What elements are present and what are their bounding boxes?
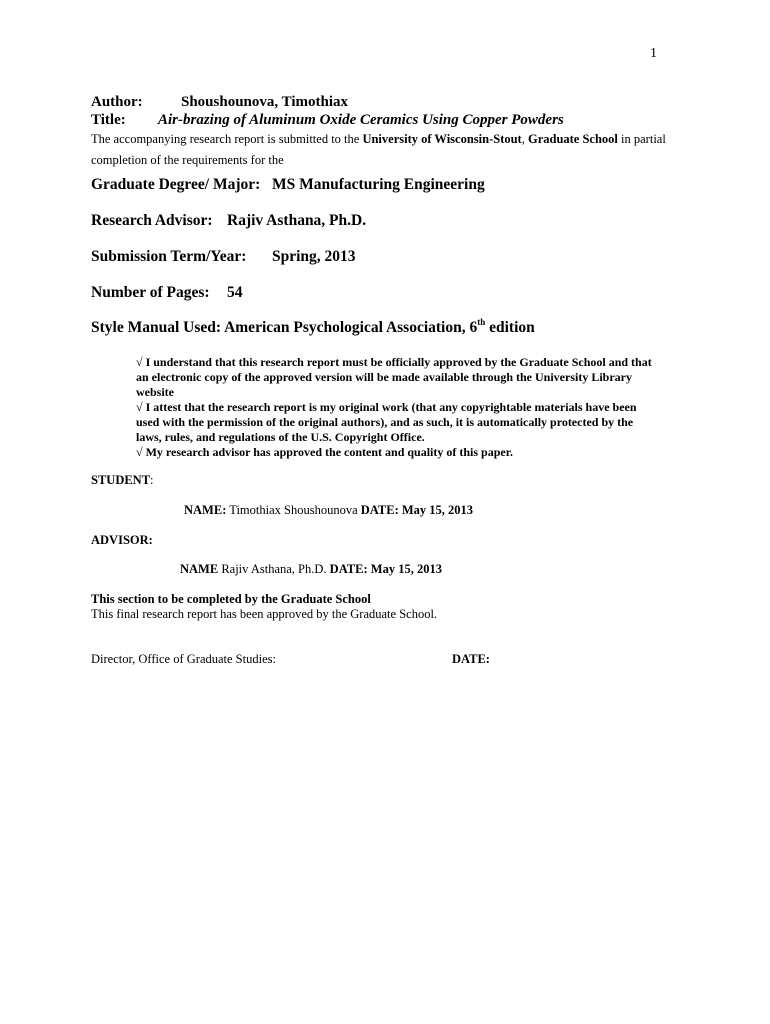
- pages-value: 54: [227, 284, 243, 301]
- page-number: 1: [650, 46, 657, 61]
- submission-text: The accompanying research report is submitted to the: [91, 132, 363, 146]
- certification-1-line3: website: [136, 385, 174, 399]
- style-manual-value: American Psychological Association, 6: [224, 319, 478, 336]
- graduate-section-text: This final research report has been approved by the Graduate School.: [91, 607, 438, 621]
- title-value: Air-brazing of Aluminum Oxide Ceramics Using Copper Powders: [158, 112, 564, 128]
- university-name: University of Wisconsin-Stout: [362, 132, 522, 146]
- submission-statement: [91, 132, 666, 147]
- certification-2-line1: √ I attest that the research report is my original work (that any copyrightable materials have been: [136, 400, 637, 414]
- degree-label: Graduate Degree/ Major:: [91, 176, 261, 193]
- student-name-label: NAME:: [184, 503, 227, 517]
- degree-value: MS Manufacturing Engineering: [272, 176, 485, 193]
- student-heading: [91, 473, 154, 488]
- advisor-value: Rajiv Asthana, Ph.D.: [227, 212, 367, 229]
- certification-1-line2: an electronic copy of the approved version will be made available through the University Library: [136, 370, 632, 384]
- advisor-name-label: NAME: [180, 562, 219, 576]
- style-manual-label: Style Manual Used:: [91, 319, 222, 336]
- advisor-date: May 15, 2013: [367, 562, 442, 576]
- school-name: Graduate School: [527, 132, 618, 146]
- advisor-date-label: DATE:: [329, 562, 368, 576]
- style-manual-suffix: edition: [485, 319, 535, 336]
- submission-statement-line2: completion of the requirements for the: [91, 153, 284, 167]
- advisor-name: Rajiv Asthana, Ph.D.: [218, 562, 330, 576]
- student-heading-text: STUDENT: [91, 473, 151, 487]
- student-name: Timothiax Shoushounova: [226, 503, 361, 517]
- advisor-label: Research Advisor:: [91, 212, 213, 229]
- student-signature-line: [184, 503, 473, 518]
- pages-label: Number of Pages:: [91, 284, 210, 301]
- title-label: Title:: [91, 112, 126, 128]
- advisor-heading: ADVISOR:: [91, 533, 153, 547]
- student-date: May 15, 2013: [398, 503, 474, 517]
- submission-text-end: in partial: [617, 132, 666, 146]
- student-date-label: DATE:: [360, 503, 399, 517]
- director-label: Director, Office of Graduate Studies:: [91, 652, 276, 666]
- student-heading-colon: :: [150, 473, 154, 487]
- certification-1-line1: √ I understand that this research report must be officially approved by the Graduate School and that: [136, 355, 652, 369]
- certification-2-line2: used with the permission of the original authors), and as such, it is automatically protected by the: [136, 415, 634, 429]
- graduate-section-heading: This section to be completed by the Graduate School: [91, 592, 371, 606]
- author-label: Author:: [91, 94, 143, 110]
- style-manual: [91, 319, 535, 337]
- advisor-signature-line: [180, 562, 442, 577]
- term-value: Spring, 2013: [272, 248, 356, 265]
- certification-3-line1: √ My research advisor has approved the content and quality of this paper.: [136, 445, 513, 459]
- certifications: [136, 355, 652, 460]
- author-value: Shoushounova, Timothiax: [181, 94, 349, 110]
- certification-2-line3: laws, rules, and regulations of the U.S. Copyright Office.: [136, 430, 425, 444]
- term-label: Submission Term/Year:: [91, 248, 247, 265]
- comma: ,: [521, 132, 528, 146]
- edition-superscript: th: [477, 317, 486, 327]
- director-date-label: DATE:: [452, 652, 490, 666]
